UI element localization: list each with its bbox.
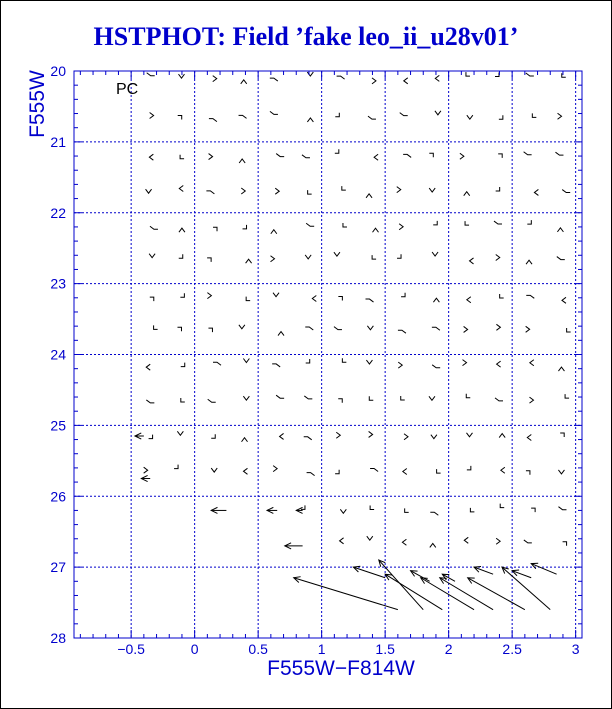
error-marker — [562, 190, 570, 193]
x-tick-label: 2 — [444, 641, 453, 657]
error-marker — [534, 189, 538, 195]
error-marker — [213, 362, 221, 365]
error-marker — [207, 258, 211, 262]
error-marker — [527, 434, 531, 440]
error-marker — [398, 330, 406, 333]
error-marker — [180, 155, 184, 159]
error-marker — [275, 188, 279, 194]
error-marker — [305, 327, 313, 330]
error-marker — [243, 359, 249, 363]
error-marker — [562, 73, 566, 77]
error-marker — [369, 431, 373, 437]
error-marker — [558, 113, 562, 119]
error-marker — [431, 435, 437, 439]
x-tick-label: 0 — [190, 641, 199, 657]
error-marker — [499, 115, 503, 119]
error-marker — [180, 293, 184, 297]
error-arrow — [531, 563, 556, 574]
error-marker — [206, 191, 214, 194]
error-marker — [563, 542, 567, 546]
error-arrow — [141, 475, 150, 481]
error-marker — [146, 364, 150, 370]
error-marker — [243, 468, 247, 474]
error-marker — [149, 254, 155, 258]
error-marker — [532, 113, 536, 117]
error-marker — [243, 225, 247, 229]
error-marker — [276, 154, 284, 157]
error-marker — [401, 396, 405, 400]
error-marker — [181, 363, 185, 367]
error-marker — [246, 259, 252, 263]
error-marker — [335, 149, 339, 153]
error-marker — [272, 364, 280, 367]
y-tick-label: 20 — [50, 63, 66, 79]
error-marker — [312, 296, 316, 302]
error-marker — [495, 72, 499, 76]
error-marker — [398, 362, 402, 368]
error-marker — [429, 396, 435, 400]
error-marker — [270, 78, 278, 81]
error-marker — [437, 469, 441, 473]
error-marker — [304, 396, 312, 399]
error-marker — [181, 398, 185, 402]
error-marker — [305, 255, 311, 259]
arrow-shaft — [411, 571, 430, 582]
error-marker — [174, 465, 178, 469]
error-marker — [529, 397, 533, 403]
error-marker — [307, 473, 315, 476]
error-marker — [241, 188, 245, 194]
error-marker — [370, 505, 374, 509]
error-marker — [276, 395, 284, 398]
error-marker — [209, 119, 217, 122]
error-marker — [208, 328, 212, 332]
error-marker — [496, 254, 500, 260]
error-marker — [464, 326, 468, 332]
error-arrow — [267, 507, 277, 513]
y-tick-label: 28 — [50, 630, 66, 646]
error-marker — [177, 431, 183, 435]
error-marker — [527, 220, 531, 224]
error-marker — [560, 433, 564, 437]
y-tick-label: 23 — [50, 275, 66, 292]
error-marker — [273, 293, 279, 297]
error-marker — [342, 186, 346, 190]
x-tick-label: 2.5 — [502, 641, 522, 657]
error-marker — [405, 508, 409, 512]
error-marker — [367, 326, 373, 330]
error-marker — [342, 358, 346, 362]
error-marker — [373, 228, 379, 232]
error-marker — [307, 72, 313, 76]
error-marker — [562, 297, 566, 303]
error-marker — [432, 252, 438, 256]
error-arrow — [411, 571, 430, 582]
error-marker — [372, 255, 376, 259]
error-marker — [460, 153, 464, 159]
error-marker — [338, 296, 342, 300]
error-marker — [270, 111, 278, 114]
error-marker — [213, 227, 217, 231]
error-marker — [403, 468, 407, 474]
error-marker — [470, 508, 474, 512]
error-marker — [526, 260, 532, 264]
error-marker — [403, 154, 411, 157]
error-marker — [404, 78, 408, 84]
error-marker — [307, 118, 313, 122]
error-arrow — [296, 507, 302, 513]
error-marker — [178, 115, 182, 119]
error-marker — [239, 325, 245, 329]
x-tick-label: 0.5 — [248, 641, 268, 657]
error-marker — [147, 73, 155, 76]
error-marker — [146, 400, 154, 403]
error-marker — [211, 434, 215, 438]
marker-layer — [144, 72, 571, 547]
y-tick-label: 22 — [50, 204, 66, 221]
error-marker — [526, 295, 534, 298]
arrow-shaft — [353, 567, 385, 578]
error-marker — [239, 159, 245, 163]
chip-annotation: PC — [116, 81, 139, 98]
error-marker — [464, 537, 468, 543]
error-marker — [179, 228, 185, 232]
error-marker — [367, 536, 373, 540]
error-marker — [466, 394, 470, 398]
error-marker — [207, 293, 211, 299]
error-marker — [494, 221, 502, 224]
error-marker — [435, 111, 441, 115]
error-arrow — [285, 543, 303, 549]
error-marker — [531, 508, 535, 512]
error-marker — [501, 467, 505, 473]
error-marker — [432, 365, 440, 368]
arrow-shaft — [531, 564, 556, 575]
error-arrow — [294, 577, 398, 610]
error-marker — [150, 113, 154, 119]
x-tick-label: −0.5 — [117, 641, 145, 657]
error-marker — [404, 434, 408, 440]
error-marker — [429, 153, 433, 157]
error-marker — [179, 185, 183, 191]
error-marker — [146, 189, 152, 193]
error-marker — [273, 466, 277, 472]
error-marker — [465, 221, 469, 225]
error-marker — [340, 538, 344, 544]
error-arrow — [385, 574, 442, 609]
error-marker — [308, 190, 312, 194]
error-marker — [335, 470, 339, 474]
error-marker — [526, 471, 530, 475]
error-marker — [239, 115, 247, 118]
error-marker — [500, 504, 504, 508]
error-marker — [433, 221, 437, 225]
error-marker — [334, 252, 340, 256]
error-marker — [401, 293, 405, 297]
arrow-shaft — [468, 578, 525, 610]
error-marker — [278, 332, 284, 336]
error-marker — [366, 360, 372, 364]
error-marker — [467, 297, 471, 303]
error-marker — [526, 326, 530, 332]
y-tick-label: 24 — [50, 346, 66, 363]
error-marker — [498, 154, 502, 158]
error-marker — [271, 230, 277, 234]
error-marker — [302, 155, 310, 158]
error-marker — [343, 223, 347, 227]
arrow-shaft — [294, 578, 398, 610]
x-tick-label: 1.5 — [375, 641, 395, 657]
error-marker — [154, 325, 158, 329]
error-marker — [246, 297, 250, 301]
error-marker — [530, 360, 534, 366]
error-marker — [400, 113, 408, 116]
error-marker — [432, 327, 440, 330]
error-marker — [558, 367, 564, 371]
error-marker — [336, 432, 340, 438]
error-marker — [150, 226, 158, 229]
error-marker — [372, 78, 376, 84]
error-arrow — [474, 566, 493, 574]
error-arrow — [502, 567, 550, 610]
error-marker — [399, 224, 403, 230]
error-arrow — [211, 507, 226, 513]
error-marker — [430, 543, 436, 547]
error-marker — [496, 187, 500, 191]
error-marker — [304, 437, 312, 440]
error-marker — [557, 257, 565, 260]
error-marker — [496, 538, 500, 544]
error-marker — [374, 154, 378, 160]
error-marker — [150, 297, 154, 301]
error-marker — [495, 398, 503, 401]
error-marker — [397, 187, 401, 193]
error-marker — [340, 509, 346, 513]
error-marker — [177, 327, 181, 331]
error-marker — [335, 113, 339, 117]
error-marker — [280, 433, 284, 439]
error-marker — [555, 152, 563, 155]
error-marker — [213, 76, 217, 82]
error-marker — [209, 154, 213, 160]
x-axis-label: F555W−F814W — [267, 657, 415, 680]
error-marker — [211, 468, 217, 472]
error-arrow — [353, 566, 385, 578]
error-marker — [524, 152, 532, 155]
error-marker — [241, 80, 247, 84]
error-marker — [464, 192, 470, 196]
x-tick-label: 3 — [571, 641, 580, 657]
error-marker — [370, 469, 378, 472]
y-axis-label: F555W — [26, 70, 49, 138]
error-marker — [558, 507, 566, 510]
error-marker — [463, 360, 467, 366]
error-marker — [470, 258, 474, 264]
x-tick-label: 1 — [317, 641, 326, 657]
y-tick-label: 21 — [50, 133, 66, 150]
error-marker — [499, 434, 505, 438]
error-marker — [433, 298, 439, 302]
error-marker — [144, 467, 148, 473]
error-marker — [430, 512, 438, 515]
error-marker — [149, 435, 153, 439]
error-marker — [149, 154, 153, 160]
error-arrow — [468, 578, 525, 610]
chart-title: HSTPHOT: Field ’fake leo_ii_u28v01’ — [93, 22, 519, 51]
error-marker — [179, 254, 183, 258]
y-tick-label: 27 — [50, 559, 66, 576]
error-marker — [366, 299, 374, 302]
error-marker — [306, 223, 314, 226]
error-arrow — [135, 433, 144, 439]
error-marker — [397, 254, 401, 258]
error-marker — [496, 324, 500, 330]
error-marker — [467, 466, 471, 470]
error-marker — [334, 327, 342, 330]
y-tick-label: 25 — [50, 417, 66, 434]
error-marker — [524, 540, 532, 543]
arrow-layer — [135, 433, 557, 610]
error-marker — [306, 359, 310, 363]
error-marker — [567, 328, 571, 332]
arrow-head — [385, 574, 392, 580]
error-marker — [366, 194, 372, 198]
error-marker — [526, 73, 534, 76]
error-marker — [402, 539, 406, 545]
error-marker — [466, 433, 472, 437]
arrow-shaft — [502, 567, 550, 610]
error-marker — [467, 115, 473, 119]
error-marker — [565, 394, 569, 398]
error-marker — [466, 72, 470, 76]
arrow-shaft — [385, 574, 442, 609]
error-marker — [208, 399, 216, 402]
error-marker — [369, 396, 373, 400]
error-marker — [557, 228, 563, 232]
error-marker — [337, 76, 345, 79]
error-marker — [338, 399, 342, 403]
error-arrow — [512, 570, 531, 578]
error-marker — [368, 116, 376, 119]
error-marker — [243, 396, 249, 400]
error-marker — [271, 256, 275, 262]
error-marker — [558, 470, 564, 474]
error-marker — [497, 361, 501, 367]
error-marker — [500, 294, 504, 298]
error-marker — [435, 75, 439, 81]
error-marker — [242, 438, 248, 442]
y-tick-label: 26 — [50, 488, 66, 505]
error-marker — [429, 188, 435, 192]
